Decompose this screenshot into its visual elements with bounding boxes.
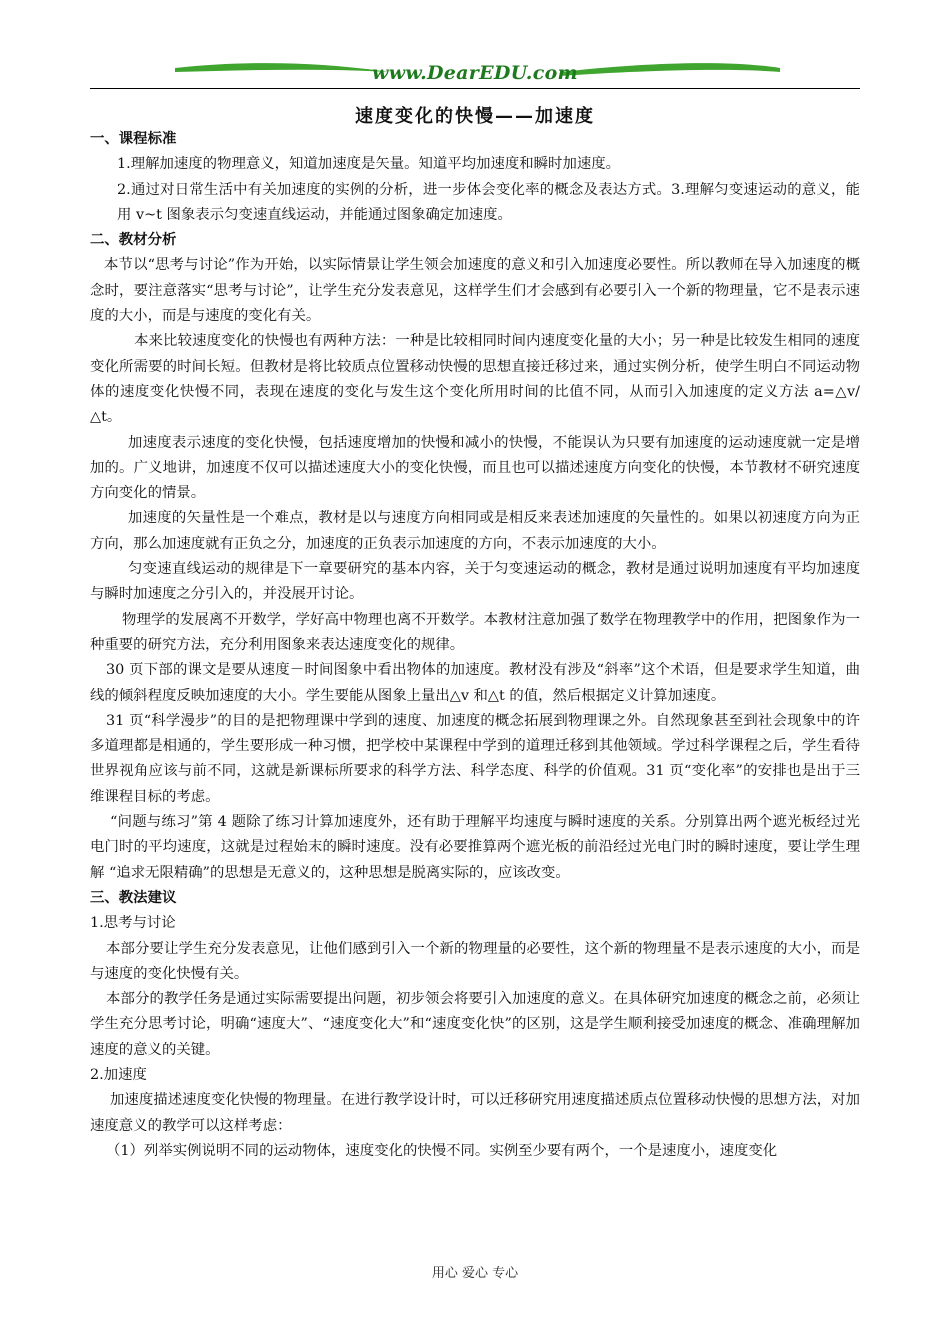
subheading: 2.加速度	[90, 1066, 147, 1083]
document-title: 速度变化的快慢——加速度	[355, 106, 595, 127]
header-rule	[90, 88, 860, 89]
paragraph: 加速度的矢量性是一个难点，教材是以与速度方向相同或是相反来表述加速度的矢量性的。如果以初速度方向为正方向，那么加速度就有正负之分，加速度的正负表示加速度的方向，不表示加速度的大小。	[90, 510, 860, 552]
paragraph: 本来比较速度变化的快慢也有两种方法：一种是比较相同时间内速度变化量的大小；另一种是比较发生相同的速度变化所需要的时间长短。但教材是将比较质点位置移动快慢的思想直接迁移过来，通过实例分析，使学生明白不同运动物体的速度变化快慢不同，表现在速度的变化与发生这个变化所用时间的比值不同，从而引入加速度的定义方法 a=△v/△t。	[90, 333, 860, 426]
paragraph: 物理学的发展离不开数学，学好高中物理也离不开数学。本教材注意加强了数学在物理教学中的作用，把图象作为一种重要的研究方法，充分利用图象来表达速度变化的规律。	[90, 611, 860, 653]
section-heading-2: 二、教材分析	[90, 232, 177, 249]
section-heading-1: 一、课程标准	[90, 131, 177, 147]
paragraph: 2.通过对日常生活中有关加速度的实例的分析，进一步体会变化率的概念及表达方式。3.理解匀变速运动的意义，能用 v~t 图象表示匀变速直线运动，并能通过图象确定加速度。	[117, 181, 860, 223]
paragraph: 本节以“思考与讨论”作为开始，以实际情景让学生领会加速度的意义和引入加速度必要性。所以教师在导入加速度的概念时，要注意落实“思考与讨论”，让学生充分发表意见，这样学生们才会感到有必要引入一个新的物理量，它不是表示速度的大小，而是与速度的变化有关。	[90, 257, 860, 325]
paragraph: 1.理解加速度的物理意义，知道加速度是矢量。知道平均加速度和瞬时加速度。	[117, 156, 621, 173]
site-url[interactable]: www.DearEDU.com	[372, 62, 578, 84]
paragraph: 加速度描述速度变化快慢的物理量。在进行教学设计时，可以迁移研究用速度描述质点位置移动快慢的思想方法，对加速度意义的教学可以这样考虑：	[90, 1092, 860, 1134]
paragraph: 加速度表示速度的变化快慢，包括速度增加的快慢和减小的快慢，不能误认为只要有加速度的运动速度就一定是增加的。广义地讲，加速度不仅可以描述速度大小的变化快慢，而且也可以描述速度方向变化的快慢，本节教材不研究速度方向变化的情景。	[90, 434, 860, 502]
paragraph: 匀变速直线运动的规律是下一章要研究的基本内容，关于匀变速运动的概念，教材是通过说明加速度有平均加速度与瞬时加速度之分引入的，并没展开讨论。	[90, 561, 860, 603]
paragraph: “问题与练习”第 4 题除了练习计算加速度外，还有助于理解平均速度与瞬时速度的关系。分别算出两个遮光板经过光电门时的平均速度，这就是过程始末的瞬时速度。没有必要推算两个遮光板的前沿经过光电门时的瞬时速度，要让学生理解 “追求无限精确”的思想是无意义的，这种思想是脱离实际的，应该改变。	[90, 814, 860, 881]
paragraph: 本部分要让学生充分发表意见，让他们感到引入一个新的物理量的必要性，这个新的物理量不是表示速度的大小，而是与速度的变化快慢有关。	[90, 940, 860, 982]
document-body	[90, 127, 860, 1164]
page-footer: 用心 爱心 专心	[431, 1266, 519, 1281]
paragraph: 本部分的教学任务是通过实际需要提出问题，初步领会将要引入加速度的意义。在具体研究加速度的概念之前，必须让学生充分思考讨论，明确“速度大”、“速度变化大”和“速度变化快”的区别，这是学生顺利接受加速度的概念、准确理解加速度的意义的关键。	[90, 991, 860, 1058]
paragraph: （1）列举实例说明不同的运动物体，速度变化的快慢不同。实例至少要有两个，一个是速度小，速度变化	[106, 1142, 778, 1159]
subheading: 1.思考与讨论	[90, 915, 176, 932]
section-heading-3: 三、教法建议	[90, 889, 177, 906]
paragraph: 30 页下部的课文是要从速度－时间图象中看出物体的加速度。教材没有涉及“斜率”这个术语，但是要求学生知道，曲线的倾斜程度反映加速度的大小。学生要能从图象上量出△v 和△t 的值，然后根据定义计算加速度。	[90, 662, 860, 704]
paragraph: 31 页“科学漫步”的目的是把物理课中学到的速度、加速度的概念拓展到物理课之外。自然现象甚至到社会现象中的许多道理都是相通的，学生要形成一种习惯，把学校中某课程中学到的道理迁移到其他领域。学过科学课程之后，学生看待世界视角应该与前不同，这就是新课标所要求的科学方法、科学态度、科学的价值观。31 页“变化率”的安排也是出于三维课程目标的考虑。	[90, 712, 860, 805]
